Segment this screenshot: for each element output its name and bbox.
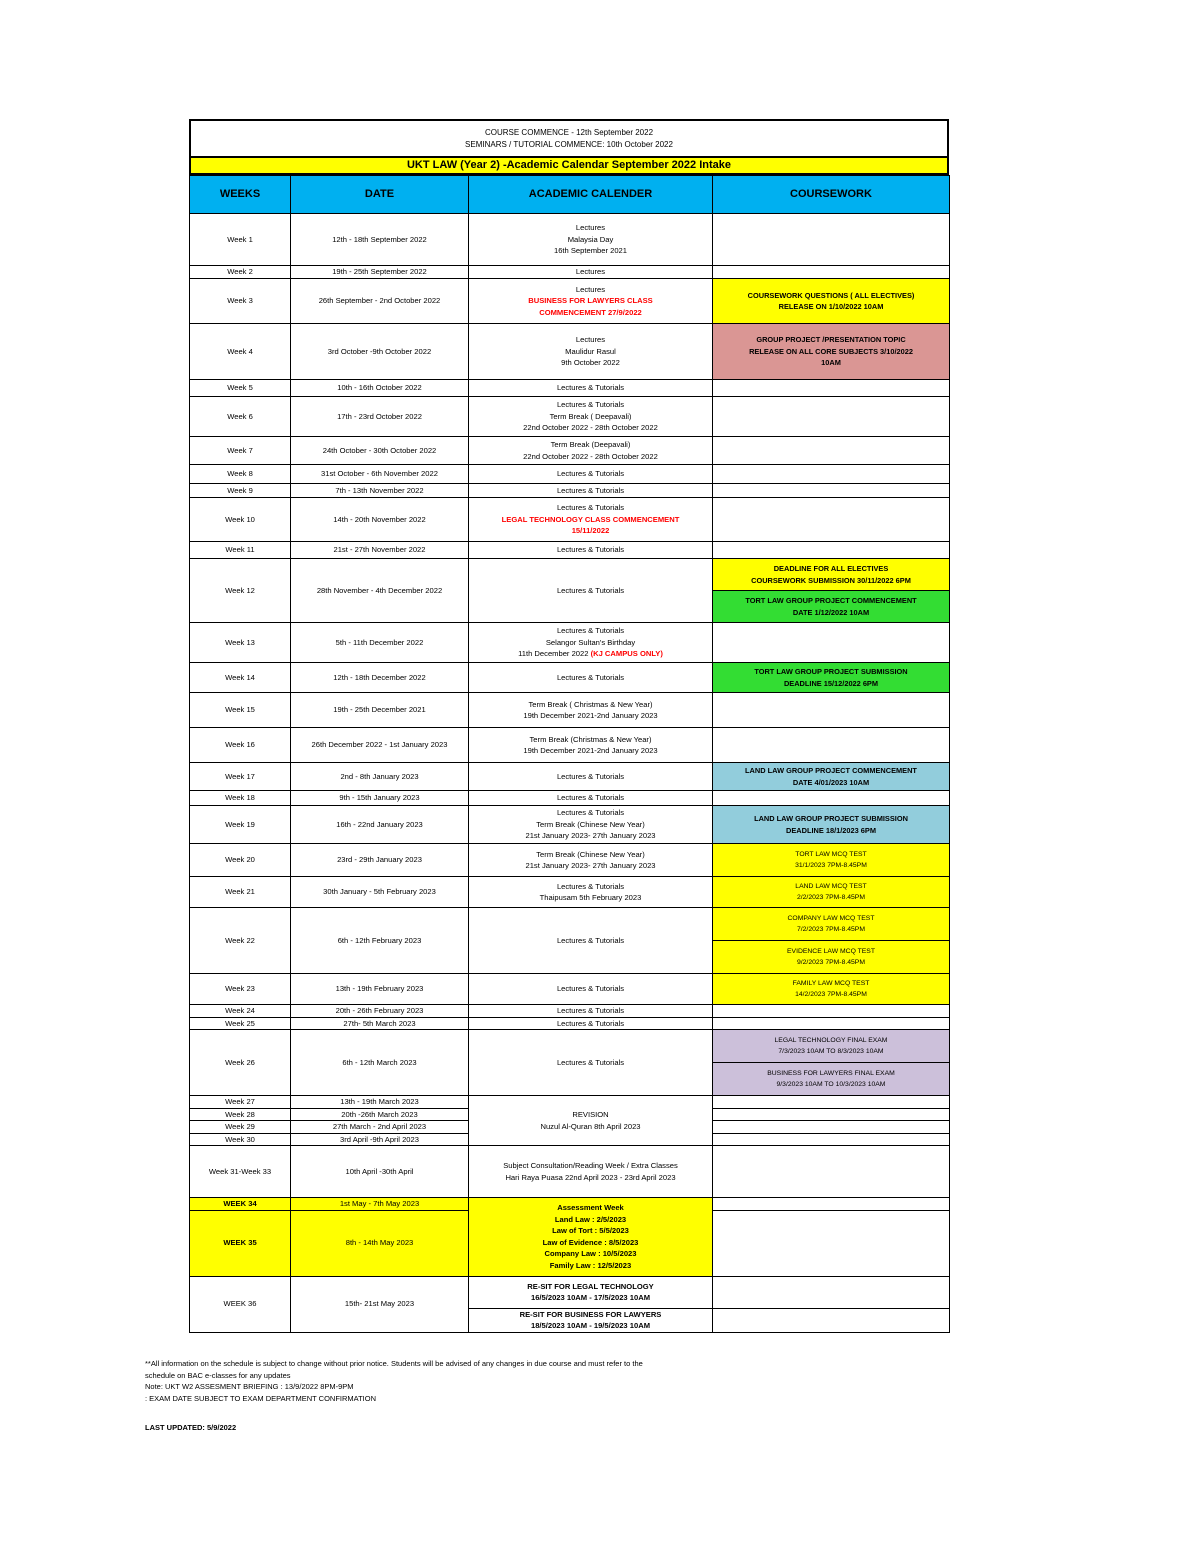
date-cell: 16th - 22nd January 2023	[291, 806, 469, 844]
footnote-line: **All information on the schedule is subject to change without prior notice. Students will be advised of any changes in due course and must refer to the	[145, 1359, 643, 1368]
calendar-cell	[469, 1276, 713, 1308]
week-cell: Week 15	[190, 693, 291, 728]
date-cell: 7th - 13th November 2022	[291, 484, 469, 498]
table-row	[190, 279, 950, 324]
calendar-cell	[469, 877, 713, 908]
table-row	[190, 484, 950, 498]
cell-line: COMMENCEMENT 27/9/2022	[539, 307, 642, 317]
cell-line: DATE 1/12/2022 10AM	[792, 607, 870, 617]
week-cell: Week 31-Week 33	[190, 1146, 291, 1198]
cell-line: 14/2/2023 7PM-8.45PM	[795, 991, 867, 998]
cell-line: Thaipusam 5th February 2023	[539, 893, 642, 902]
date-cell: 23rd - 29th January 2023	[291, 844, 469, 877]
date-cell: 3rd April -9th April 2023	[291, 1133, 469, 1146]
cell-line: BUSINESS FOR LAWYERS FINAL EXAM	[767, 1069, 895, 1077]
table-row	[190, 844, 950, 877]
coursework-cell	[713, 806, 950, 844]
cell-line: Lectures & Tutorials	[556, 672, 625, 682]
cell-line: 31/1/2023 7PM-8.45PM	[795, 862, 867, 869]
week-cell: Week 16	[190, 728, 291, 763]
week-cell: Week 24	[190, 1005, 291, 1018]
cell-line: 15/11/2022	[571, 526, 610, 536]
cell-line: LEGAL TECHNOLOGY FINAL EXAM	[774, 1036, 888, 1044]
date-cell: 30th January - 5th February 2023	[291, 877, 469, 908]
coursework-cell	[713, 663, 950, 693]
cell-line: Lectures	[575, 335, 606, 345]
date-cell: 14th - 20th November 2022	[291, 498, 469, 542]
week-cell: Week 25	[190, 1017, 291, 1030]
calendar-cell	[469, 663, 713, 693]
calendar-cell	[469, 214, 713, 266]
week-cell: Week 19	[190, 806, 291, 844]
cell-line: Family Law : 12/5/2023	[549, 1260, 632, 1270]
cell-line: LEGAL TECHNOLOGY CLASS COMMENCEMENT	[501, 514, 680, 524]
calendar-cell	[469, 1017, 713, 1030]
cell-line: RE-SIT FOR BUSINESS FOR LAWYERS	[519, 1309, 662, 1319]
week-cell: WEEK 36	[190, 1276, 291, 1332]
table-row	[190, 877, 950, 908]
calendar-cell	[469, 1146, 713, 1198]
cell-line: Lectures	[575, 267, 606, 277]
date-cell: 17th - 23rd October 2022	[291, 397, 469, 437]
coursework-cell	[713, 941, 950, 974]
table-row	[190, 806, 950, 844]
col-header-coursework: COURSEWORK	[713, 176, 950, 214]
course-header	[189, 119, 949, 156]
cell-line: Lectures & Tutorials	[556, 485, 625, 495]
table-row	[190, 974, 950, 1005]
date-cell: 5th - 11th December 2022	[291, 623, 469, 663]
week-cell: WEEK 35	[190, 1210, 291, 1276]
calendar-cell	[469, 498, 713, 542]
coursework-cell	[713, 397, 950, 437]
week-cell: Week 28	[190, 1108, 291, 1121]
calendar-title: UKT LAW (Year 2) -Academic Calendar September 2022 Intake	[189, 156, 949, 175]
cell-line: Lectures & Tutorials	[556, 503, 625, 513]
coursework-cell	[713, 974, 950, 1005]
coursework-cell	[713, 559, 950, 591]
coursework-cell	[713, 908, 950, 941]
cell-line: Nuzul Al-Quran 8th April 2023	[540, 1121, 641, 1131]
header-row	[190, 176, 950, 214]
week-cell: Week 21	[190, 877, 291, 908]
week-cell: Week 14	[190, 663, 291, 693]
calendar-cell	[469, 623, 713, 663]
cell-line: Lectures & Tutorials	[556, 585, 625, 595]
table-row	[190, 397, 950, 437]
cell-line: COURSEWORK QUESTIONS ( ALL ELECTIVES)	[747, 290, 915, 300]
cell-line: 11th December 2022 (KJ CAMPUS ONLY)	[518, 649, 663, 659]
cell-line: Lectures & Tutorials	[556, 545, 625, 555]
cell-line: Term Break (Christmas & New Year)	[529, 734, 652, 744]
cell-line: Lectures & Tutorials	[556, 771, 625, 781]
cell-line: LAND LAW GROUP PROJECT SUBMISSION	[754, 814, 908, 823]
cell-line: Term Break ( Deepavali)	[549, 411, 632, 421]
date-cell: 10th April -30th April	[291, 1146, 469, 1198]
coursework-cell	[713, 380, 950, 397]
date-cell: 24th October - 30th October 2022	[291, 437, 469, 465]
coursework-cell	[713, 623, 950, 663]
calendar-table	[189, 175, 950, 1333]
coursework-cell	[713, 1146, 950, 1198]
calendar-cell	[469, 324, 713, 380]
course-commence-line: COURSE COMMENCE - 12th September 2022	[484, 128, 654, 137]
date-cell: 8th - 14th May 2023	[291, 1210, 469, 1276]
date-cell: 9th - 15th January 2023	[291, 791, 469, 806]
cell-line: Selangor Sultan's Birthday	[545, 637, 636, 647]
cell-line: LAND LAW MCQ TEST	[795, 882, 867, 890]
week-cell: Week 23	[190, 974, 291, 1005]
date-cell: 6th - 12th March 2023	[291, 1030, 469, 1096]
seminar-commence-line: SEMINARS / TUTORIAL COMMENCE: 10th October 2022	[465, 140, 673, 149]
week-cell: Week 8	[190, 465, 291, 484]
cell-line: DEADLINE FOR ALL ELECTIVES	[773, 564, 889, 573]
cell-line: GROUP PROJECT /PRESENTATION TOPIC	[756, 335, 906, 345]
table-row	[190, 1005, 950, 1018]
coursework-cell	[713, 1210, 950, 1276]
cell-line: 21st January 2023- 27th January 2023	[525, 861, 656, 870]
coursework-cell	[713, 693, 950, 728]
cell-line: REVISION	[572, 1110, 609, 1119]
calendar-cell	[469, 791, 713, 806]
week-cell: Week 22	[190, 908, 291, 974]
coursework-cell	[713, 465, 950, 484]
coursework-cell	[713, 437, 950, 465]
date-cell: 15th- 21st May 2023	[291, 1276, 469, 1332]
week-cell: Week 29	[190, 1121, 291, 1134]
date-cell: 12th - 18th December 2022	[291, 663, 469, 693]
week-cell: Week 18	[190, 791, 291, 806]
cell-line: Lectures & Tutorials	[556, 881, 625, 891]
table-row	[190, 1096, 950, 1109]
week-cell: Week 4	[190, 324, 291, 380]
coursework-cell	[713, 214, 950, 266]
cell-line: Lectures & Tutorials	[556, 793, 625, 803]
calendar-body	[190, 214, 950, 1333]
cell-line: Lectures & Tutorials	[556, 400, 625, 410]
cell-line: 7/2/2023 7PM-8.45PM	[796, 926, 865, 933]
table-row	[190, 542, 950, 559]
cell-line: Law of Evidence : 8/5/2023	[542, 1237, 639, 1247]
coursework-cell	[713, 1276, 950, 1308]
calendar-cell	[469, 542, 713, 559]
cell-line: Lectures & Tutorials	[556, 808, 625, 818]
cell-line: Lectures	[575, 284, 606, 294]
week-cell: Week 9	[190, 484, 291, 498]
cell-line: FAMILY LAW MCQ TEST	[792, 979, 870, 987]
week-cell: Week 11	[190, 542, 291, 559]
cell-line: DATE 4/01/2023 10AM	[792, 777, 870, 787]
cell-line: 7/3/2023 10AM TO 8/3/2023 10AM	[778, 1048, 884, 1055]
table-row	[190, 693, 950, 728]
cell-line: 10AM	[821, 358, 841, 368]
date-cell: 3rd October -9th October 2022	[291, 324, 469, 380]
cell-line: Term Break ( Christmas & New Year)	[528, 699, 653, 709]
coursework-cell	[713, 1198, 950, 1211]
cell-line: 19th December 2021-2nd January 2023	[523, 746, 658, 755]
cell-line: 22nd October 2022 - 28th October 2022	[523, 423, 658, 433]
week-cell: Week 7	[190, 437, 291, 465]
calendar-cell	[469, 1308, 713, 1332]
calendar-sheet	[189, 119, 949, 1333]
cell-line: 22nd October 2022 - 28th October 2022	[523, 451, 658, 461]
cell-line: Lectures & Tutorials	[556, 984, 625, 994]
table-row	[190, 1276, 950, 1308]
cell-line: Lectures & Tutorials	[556, 935, 625, 945]
week-cell: Week 3	[190, 279, 291, 324]
cell-line: Lectures & Tutorials	[556, 383, 625, 393]
calendar-cell	[469, 279, 713, 324]
week-cell: Week 1	[190, 214, 291, 266]
table-row	[190, 1017, 950, 1030]
week-cell: Week 26	[190, 1030, 291, 1096]
cell-line: Term Break (Deepavali)	[550, 440, 631, 449]
calendar-cell	[469, 465, 713, 484]
coursework-cell	[713, 266, 950, 279]
coursework-cell	[713, 1108, 950, 1121]
date-cell: 20th -26th March 2023	[291, 1108, 469, 1121]
date-cell: 10th - 16th October 2022	[291, 380, 469, 397]
week-cell: Week 6	[190, 397, 291, 437]
cell-line: Assessment Week	[557, 1203, 624, 1213]
week-cell: Week 27	[190, 1096, 291, 1109]
date-cell: 26th September - 2nd October 2022	[291, 279, 469, 324]
cell-line: Term Break (Chinese New Year)	[536, 819, 645, 829]
table-row	[190, 1198, 950, 1211]
table-row	[190, 1030, 950, 1063]
date-cell: 19th - 25th December 2021	[291, 693, 469, 728]
date-cell: 12th - 18th September 2022	[291, 214, 469, 266]
cell-line: Land Law : 2/5/2023	[554, 1214, 627, 1224]
cell-line: COURSEWORK SUBMISSION 30/11/2022 6PM	[751, 575, 911, 585]
cell-line: Subject Consultation/Reading Week / Extra Classes	[503, 1161, 678, 1170]
cell-line: Maulidur Rasul	[565, 346, 616, 356]
table-row	[190, 728, 950, 763]
coursework-cell	[713, 591, 950, 623]
cell-line: Lectures & Tutorials	[556, 469, 625, 479]
week-cell: Week 17	[190, 763, 291, 791]
coursework-cell	[713, 1133, 950, 1146]
coursework-cell	[713, 763, 950, 791]
week-cell: Week 2	[190, 266, 291, 279]
cell-line: 21st January 2023- 27th January 2023	[525, 831, 656, 841]
coursework-cell	[713, 1017, 950, 1030]
table-row	[190, 559, 950, 591]
coursework-cell	[713, 498, 950, 542]
cell-line: BUSINESS FOR LAWYERS CLASS	[528, 296, 653, 306]
kj-campus-note: (KJ CAMPUS ONLY)	[590, 649, 663, 659]
cell-line: 16th September 2021	[553, 246, 628, 256]
coursework-cell	[713, 1063, 950, 1096]
cell-line: 2/2/2023 7PM-8.45PM	[796, 894, 865, 901]
cell-line: Law of Tort : 5/5/2023	[552, 1226, 629, 1236]
footnote-line: : EXAM DATE SUBJECT TO EXAM DEPARTMENT CONFIRMATION	[145, 1393, 377, 1403]
date-cell: 28th November - 4th December 2022	[291, 559, 469, 623]
cell-line: Lectures & Tutorials	[556, 626, 625, 636]
cell-line: 18/5/2023 10AM - 19/5/2023 10AM	[530, 1321, 651, 1330]
date-cell: 13th - 19th February 2023	[291, 974, 469, 1005]
cell-line: RELEASE ON ALL CORE SUBJECTS 3/10/2022	[749, 346, 913, 356]
cell-line: Company Law : 10/5/2023	[544, 1249, 637, 1259]
coursework-cell	[713, 542, 950, 559]
cell-line: 9/3/2023 10AM TO 10/3/2023 10AM	[776, 1081, 886, 1088]
coursework-cell	[713, 324, 950, 380]
calendar-cell	[469, 380, 713, 397]
calendar-cell	[469, 693, 713, 728]
date-cell: 1st May - 7th May 2023	[291, 1198, 469, 1211]
col-header-calendar: ACADEMIC CALENDER	[469, 176, 713, 214]
week-cell: Week 30	[190, 1133, 291, 1146]
cell-line: 9th October 2022	[561, 358, 620, 368]
cell-line: 16/5/2023 10AM - 17/5/2023 10AM	[530, 1293, 651, 1302]
cell-line: LAND LAW GROUP PROJECT COMMENCEMENT	[745, 766, 917, 775]
date-cell: 31st October - 6th November 2022	[291, 465, 469, 484]
calendar-cell	[469, 844, 713, 877]
calendar-cell	[469, 559, 713, 623]
date-cell: 6th - 12th February 2023	[291, 908, 469, 974]
coursework-cell	[713, 1030, 950, 1063]
date-cell: 13th - 19th March 2023	[291, 1096, 469, 1109]
cell-line: 9/2/2023 7PM-8.45PM	[796, 959, 865, 966]
date-cell: 26th December 2022 - 1st January 2023	[291, 728, 469, 763]
date-cell: 27th March - 2nd April 2023	[291, 1121, 469, 1134]
table-row	[190, 498, 950, 542]
date-cell: 27th- 5th March 2023	[291, 1017, 469, 1030]
calendar-cell	[469, 1030, 713, 1096]
calendar-cell	[469, 437, 713, 465]
calendar-cell	[469, 908, 713, 974]
table-row	[190, 763, 950, 791]
calendar-cell	[469, 728, 713, 763]
week-cell: Week 13	[190, 623, 291, 663]
cell-line: Lectures & Tutorials	[556, 1006, 625, 1015]
cell-line: TORT LAW MCQ TEST	[795, 850, 867, 858]
coursework-cell	[713, 279, 950, 324]
coursework-cell	[713, 1308, 950, 1332]
footnote-line: schedule on BAC e-classes for any updates	[145, 1370, 291, 1380]
calendar-cell	[469, 266, 713, 279]
cell-line: Lectures & Tutorials	[556, 1018, 625, 1028]
cell-line: TORT LAW GROUP PROJECT COMMENCEMENT	[745, 596, 917, 605]
col-header-date: DATE	[291, 176, 469, 214]
table-row	[190, 437, 950, 465]
week-cell: WEEK 34	[190, 1198, 291, 1211]
table-row	[190, 791, 950, 806]
cell-line: TORT LAW GROUP PROJECT SUBMISSION	[754, 667, 908, 676]
week-cell: Week 10	[190, 498, 291, 542]
date-cell: 21st - 27th November 2022	[291, 542, 469, 559]
calendar-cell	[469, 763, 713, 791]
week-cell: Week 12	[190, 559, 291, 623]
table-row	[190, 266, 950, 279]
calendar-cell	[469, 974, 713, 1005]
coursework-cell	[713, 484, 950, 498]
calendar-cell	[469, 397, 713, 437]
date-cell: 19th - 25th September 2022	[291, 266, 469, 279]
table-row	[190, 663, 950, 693]
cell-line: 19th December 2021-2nd January 2023	[523, 711, 658, 720]
week-cell: Week 20	[190, 844, 291, 877]
calendar-cell	[469, 484, 713, 498]
table-row	[190, 908, 950, 941]
week-cell: Week 5	[190, 380, 291, 397]
date-cell: 20th - 26th February 2023	[291, 1005, 469, 1018]
footnotes	[145, 1358, 643, 1404]
cell-line: RELEASE ON 1/10/2022 10AM	[778, 302, 884, 311]
revision-cell	[469, 1096, 713, 1146]
col-header-weeks: WEEKS	[190, 176, 291, 214]
date-cell: 2nd - 8th January 2023	[291, 763, 469, 791]
assessment-cell	[469, 1198, 713, 1277]
cell-line: DEADLINE 18/1/2023 6PM	[786, 825, 876, 835]
coursework-cell	[713, 1005, 950, 1018]
coursework-cell	[713, 728, 950, 763]
table-row	[190, 324, 950, 380]
coursework-cell	[713, 1121, 950, 1134]
table-row	[190, 465, 950, 484]
calendar-cell	[469, 1005, 713, 1018]
cell-line: Term Break (Chinese New Year)	[536, 849, 645, 859]
table-row	[190, 214, 950, 266]
table-row	[190, 623, 950, 663]
table-row	[190, 380, 950, 397]
cell-line: RE-SIT FOR LEGAL TECHNOLOGY	[527, 1281, 654, 1291]
table-row	[190, 1146, 950, 1198]
footnote-line: Note: UKT W2 ASSESMENT BRIEFING : 13/9/2022 8PM-9PM	[145, 1382, 354, 1391]
cell-line: EVIDENCE LAW MCQ TEST	[787, 947, 875, 955]
cell-line: Hari Raya Puasa 22nd April 2023 - 23rd April 2023	[505, 1172, 676, 1182]
coursework-cell	[713, 1096, 950, 1109]
coursework-cell	[713, 844, 950, 877]
coursework-cell	[713, 877, 950, 908]
coursework-cell	[713, 791, 950, 806]
cell-line: Malaysia Day	[567, 234, 614, 244]
calendar-cell	[469, 806, 713, 844]
cell-line: DEADLINE 15/12/2022 6PM	[783, 678, 879, 688]
cell-line: Lectures & Tutorials	[556, 1057, 625, 1067]
cell-line: Lectures	[575, 223, 606, 233]
last-updated: LAST UPDATED: 5/9/2022	[145, 1423, 237, 1432]
cell-line: COMPANY LAW MCQ TEST	[787, 914, 875, 922]
